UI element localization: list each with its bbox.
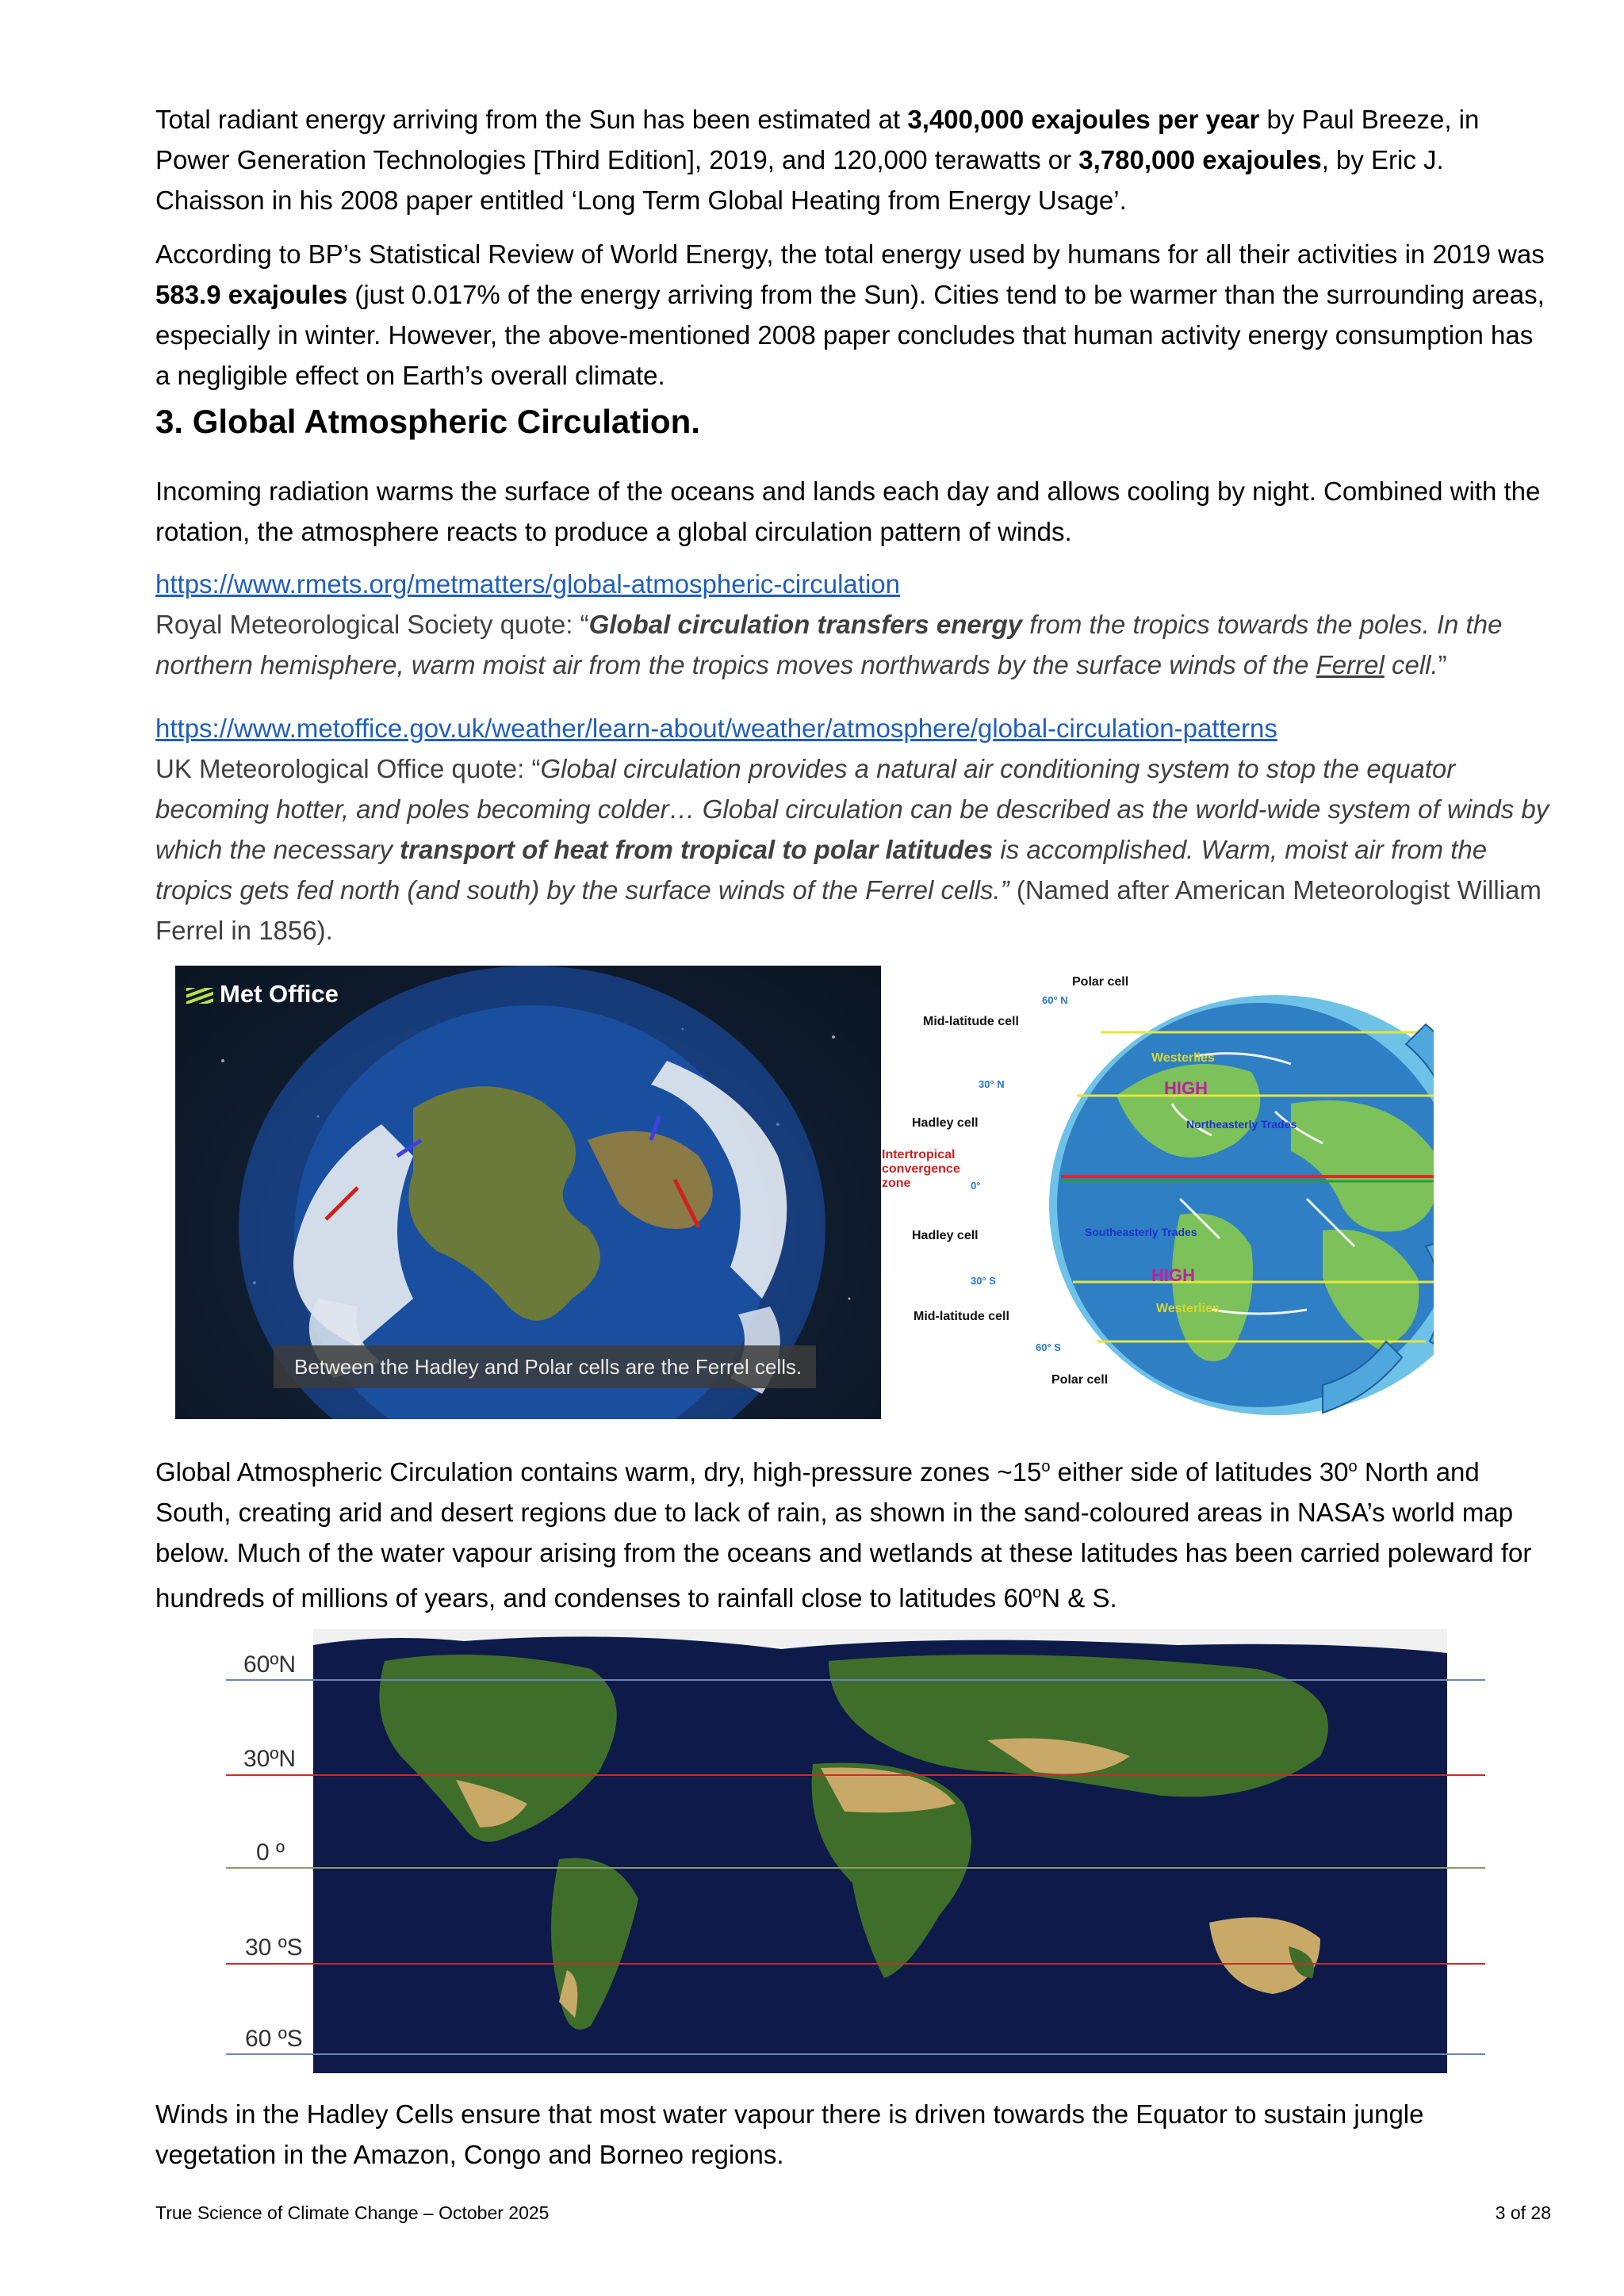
- label-northeasterly-trades: Northeasterly Trades: [1186, 1118, 1297, 1131]
- text: UK Meteorological Office quote: “: [155, 754, 541, 783]
- text: Royal Meteorological Society quote: “: [155, 610, 589, 639]
- superscript: o: [1041, 1458, 1051, 1475]
- label-60n: 60° N: [1042, 994, 1068, 1006]
- underlined-text: Ferrel: [1316, 650, 1385, 679]
- met-office-logo-icon: [186, 988, 213, 1004]
- text: (Named after American Meteorologist William Ferrel in 1856).: [155, 875, 1542, 945]
- superscript: o: [1032, 1584, 1042, 1601]
- italic-text: from the tropics towards the poles. In the northern hemisphere, warm moist air from the tropics moves northwards by the surface winds of the: [155, 610, 1503, 679]
- label-0deg: 0°: [971, 1180, 981, 1192]
- label-polar-cell-north: Polar cell: [1072, 975, 1129, 989]
- globe-diagram: [879, 977, 1434, 1422]
- met-office-image: [175, 966, 881, 1419]
- text: Total radiant energy arriving from the Sun has been estimated at: [155, 105, 908, 134]
- bold-italic-text: transfers energy: [817, 610, 1023, 639]
- italic-text: cell.: [1384, 650, 1438, 679]
- text: (just 0.017% of the energy arriving from the Sun). Cities tend to be warmer than the surrounding areas, especially in winter. However, the above-mentioned 2008 paper concludes that human activity energy consumption has a negligible effect on Earth’s overall climate.: [155, 280, 1545, 390]
- bold-italic-text: Global circulation: [588, 610, 818, 639]
- label-hadley-cell-north: Hadley cell: [912, 1116, 979, 1130]
- bold-italic-text: transport of heat from tropical to polar latitudes: [400, 835, 994, 864]
- map-label-0: 0 º: [256, 1839, 285, 1866]
- label-westerlies-north: Westerlies: [1151, 1051, 1215, 1065]
- quote-metoffice: [155, 708, 1551, 951]
- text: According to BP’s Statistical Review of World Energy, the total energy used by humans for all their activities in 2019 was: [155, 239, 1545, 269]
- rmets-link[interactable]: https://www.rmets.org/metmatters/global-atmospheric-circulation: [155, 569, 900, 599]
- text: , by Eric J. Chaisson in his 2008 paper entitled ‘Long Term Global Heating from Energy Usage’.: [155, 145, 1444, 215]
- quote-rmets: [155, 564, 1551, 685]
- section-heading: 3. Global Atmospheric Circulation.: [155, 403, 700, 440]
- paragraph-high-pressure: [155, 1447, 1551, 1618]
- superscript: o: [1348, 1458, 1358, 1475]
- label-polar-cell-south: Polar cell: [1051, 1373, 1109, 1387]
- paragraph-hadley-winds: Winds in the Hadley Cells ensure that most water vapour there is driven towards the Equator to sustain jungle vegetation in the Amazon, Congo and Borneo regions.: [155, 2099, 1424, 2169]
- logo-text: Met Office: [220, 980, 339, 1008]
- map-label-30n: 30ºN: [243, 1746, 296, 1772]
- text: North and South, creating arid and desert regions due to lack of rain, as shown in the sand-coloured areas in NASA’s world map below. Much of the water vapour arising from the oceans and wetlands at these latitudes has been carried poleward for hundreds of millions of years, and condenses to rainfall close to latitudes 60: [155, 1457, 1532, 1613]
- label-30n: 30° N: [979, 1078, 1005, 1090]
- map-label-60s: 60 ºS: [245, 2026, 303, 2052]
- bold-text: 583.9 exajoules: [155, 280, 348, 309]
- text: by Paul Breeze, in Power Generation Technologies [Third Edition], 2019, and 120,000 terawatts or: [155, 105, 1480, 174]
- footer-page-number: 3 of 28: [1495, 2202, 1551, 2223]
- label-high-north: HIGH: [1164, 1078, 1208, 1098]
- italic-text: is accomplished. Warm, moist air from the tropics gets fed north (and south) by the surface winds of the Ferrel cells.”: [155, 835, 1488, 905]
- label-southeasterly-trades: Southeasterly Trades: [1085, 1226, 1197, 1238]
- bold-text: 3,780,000 exajoules: [1078, 145, 1322, 174]
- paragraph-human-energy: [155, 234, 1551, 396]
- text: N & S.: [1041, 1583, 1117, 1613]
- label-itcz: [882, 1148, 960, 1191]
- label-60s: 60° S: [1036, 1341, 1061, 1353]
- met-office-logo: [186, 980, 339, 1008]
- map-label-60n: 60ºN: [243, 1651, 296, 1678]
- label-mid-latitude-cell-south: Mid-latitude cell: [914, 1310, 1009, 1323]
- text: ”: [1438, 650, 1447, 679]
- label-30s: 30° S: [971, 1275, 996, 1287]
- italic-text: Global circulation provides a natural air conditioning system to stop the equator becoming hotter, and poles becoming colder… Global circulation can be described as the world-wide system of winds by which the necessary: [155, 754, 1549, 864]
- itcz-line-2: convergence: [882, 1162, 960, 1176]
- label-mid-latitude-cell-north: Mid-latitude cell: [923, 1015, 1019, 1028]
- footer-title: True Science of Climate Change – October 2025: [155, 2202, 550, 2223]
- world-map-image: [226, 1598, 1485, 2084]
- map-label-30s: 30 ºS: [245, 1934, 303, 1961]
- text: either side of latitudes 30: [1050, 1457, 1349, 1487]
- itcz-line-3: zone: [882, 1177, 911, 1190]
- video-caption: Between the Hadley and Polar cells are the Ferrel cells.: [274, 1345, 816, 1388]
- world-map-svg: [226, 1598, 1485, 2084]
- metoffice-link[interactable]: https://www.metoffice.gov.uk/weather/learn-about/weather/atmosphere/global-circulation-patterns: [155, 714, 1277, 743]
- label-westerlies-south: Westerlies: [1156, 1302, 1220, 1315]
- paragraph-incoming-radiation: Incoming radiation warms the surface of the oceans and lands each day and allows cooling by night. Combined with the rotation, the atmosphere reacts to produce a global circulation pattern of winds.: [155, 476, 1541, 546]
- circulation-cells-diagram: [879, 977, 1434, 1422]
- bold-text: 3,400,000 exajoules per year: [907, 105, 1260, 134]
- paragraph-solar-energy: [155, 99, 1551, 220]
- text: Global Atmospheric Circulation contains warm, dry, high-pressure zones ~15: [155, 1457, 1042, 1487]
- label-hadley-cell-south: Hadley cell: [912, 1229, 979, 1242]
- itcz-line-1: Intertropical: [882, 1148, 956, 1161]
- label-high-south: HIGH: [1151, 1265, 1195, 1285]
